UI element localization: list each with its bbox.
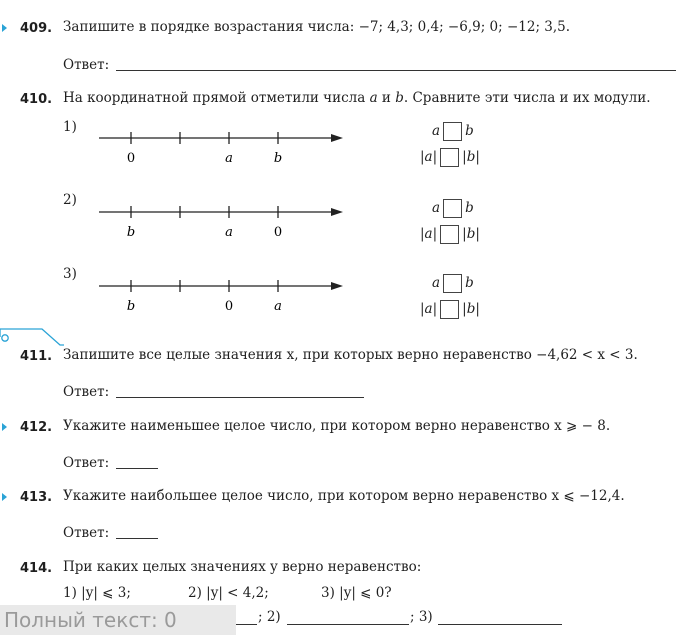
tick-label: 0 [126,151,136,166]
task-412-bullet [2,423,7,431]
task-413-answer-label: Ответ: [63,525,110,541]
task-410-text-and: и [377,90,396,106]
tick-label: b [126,225,136,240]
cmp-left: |a| [420,226,438,242]
task-410-text-part1: На координатной прямой отметили числа [63,90,370,106]
cmp-right: b [465,200,474,216]
number-line-3 [95,276,350,316]
compare-block-3 [420,270,480,322]
task-412-text: Укажите наименьшее целое число, при котором верно неравенство x ⩾ − 8. [63,418,611,434]
task-414-option-1: 1) |y| ⩽ 3; [63,585,131,601]
task-414-answer-line-2[interactable] [287,624,409,625]
task-409-answer-label: Ответ: [63,57,110,73]
cmp-right: |b| [462,301,480,317]
task-414-option-3: 3) |y| ⩽ 0? [321,585,392,601]
task-410-item1-label: 1) [63,119,77,135]
tick-label: a [274,299,282,314]
task-410-number: 410. [20,92,53,107]
cmp-left: a [432,123,441,139]
task-409-bullet [2,24,7,32]
task-411-text: Запишите все целые значения x, при которых верно неравенство −4,62 < x < 3. [63,347,638,363]
task-414-answer-sep-1: ; 2) [258,609,281,625]
task-413-text: Укажите наибольшее целое число, при котором верно неравенство x ⩽ −12,4. [63,488,625,504]
tick-label: 0 [224,299,234,314]
cmp-right: |b| [462,149,480,165]
task-410-text-part2: . Сравните эти числа и их модули. [403,90,651,106]
cmp-right: |b| [462,226,480,242]
compare-block-2 [420,195,480,247]
section-tab-decoration [0,326,64,348]
task-414-text: При каких целых значениях y верно неравенство: [63,559,422,575]
task-410-var-a: a [369,90,378,106]
tick-label: b [273,151,283,166]
cmp-left: a [432,200,441,216]
task-413-answer-line[interactable] [116,538,158,539]
task-412-answer-label: Ответ: [63,455,110,471]
number-line-2 [95,202,350,242]
number-line-1 [95,128,350,168]
compare-box[interactable] [440,300,459,319]
task-414-answer-sep-2: ; 3) [410,609,433,625]
task-411-answer-line[interactable] [116,397,364,398]
task-411-answer-label: Ответ: [63,384,110,400]
tick-label: 0 [273,225,283,240]
task-410-var-b: b [395,90,404,106]
compare-box[interactable] [440,148,459,167]
task-409-text: Запишите в порядке возрастания числа: −7; 4,3; 0,4; −6,9; 0; −12; 3,5. [63,19,571,35]
cmp-left: |a| [420,301,438,317]
fulltext-watermark: Полный текст: 0 [0,605,236,635]
tick-label: a [225,225,233,240]
task-410-item2-label: 2) [63,192,77,208]
compare-box[interactable] [443,199,462,218]
tick-label: a [225,151,233,166]
task-410-text [63,90,651,106]
task-413-bullet [2,493,7,501]
cmp-left: a [432,275,441,291]
task-409-number: 409. [20,21,53,36]
task-412-answer-line[interactable] [116,468,158,469]
compare-box[interactable] [440,225,459,244]
task-411-number: 411. [20,349,53,364]
compare-box[interactable] [443,274,462,293]
task-410-item3-label: 3) [63,266,77,282]
task-414-option-2: 2) |y| < 4,2; [188,585,269,601]
task-414-answer-line-3[interactable] [438,624,562,625]
compare-block-1 [420,118,480,170]
task-409-answer-line[interactable] [116,70,676,71]
tick-label: b [126,299,136,314]
task-414-number: 414. [20,561,53,576]
compare-box[interactable] [443,122,462,141]
task-412-number: 412. [20,420,53,435]
cmp-left: |a| [420,149,438,165]
cmp-right: b [465,275,474,291]
cmp-right: b [465,123,474,139]
task-413-number: 413. [20,490,53,505]
